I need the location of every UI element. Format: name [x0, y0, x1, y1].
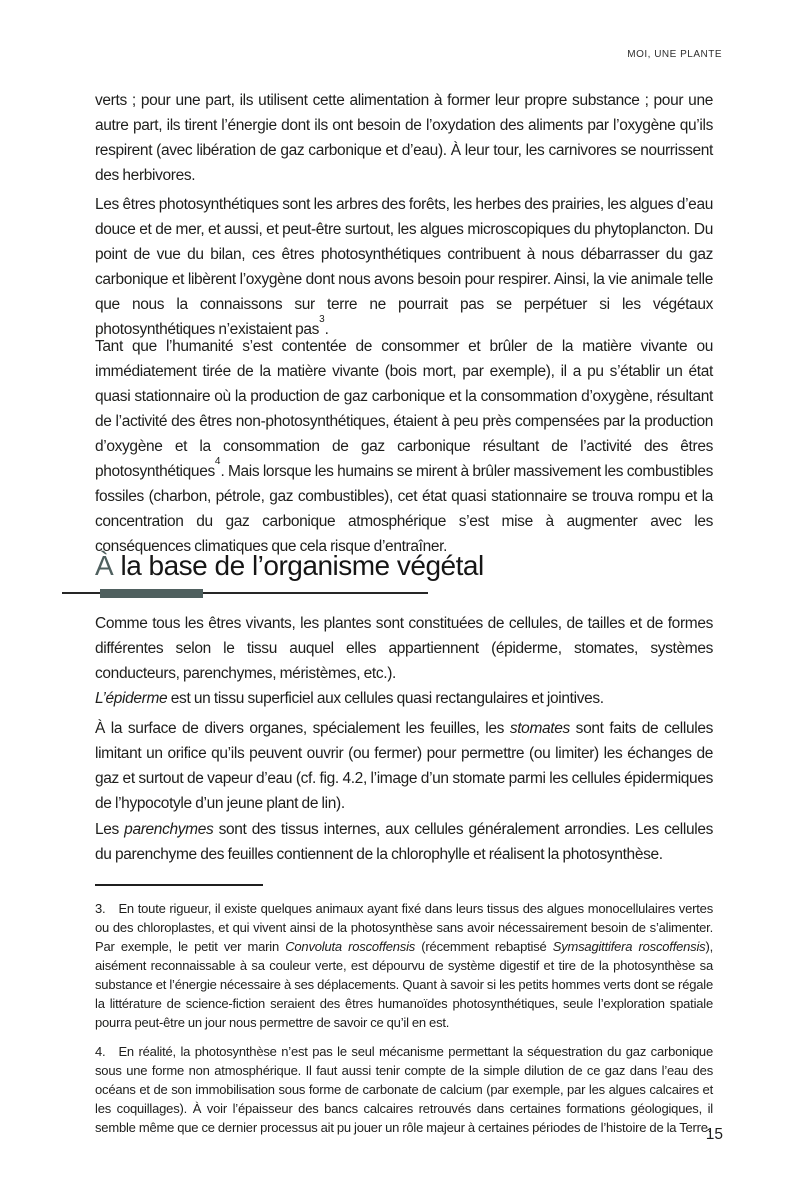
- paragraph-stomates: [95, 716, 713, 816]
- paragraph-food-chain: [95, 88, 713, 188]
- paragraph-text: À la surface de divers organes, spécialement les feuilles, les: [95, 720, 510, 737]
- species-name: Symsagittifera roscoffensis: [552, 939, 706, 954]
- paragraph-text: est un tissu superficiel aux cellules quasi rectangulaires et jointives.: [167, 690, 604, 707]
- paragraph-text: sont des tissus internes, aux cellules généralement arrondies. Les cellules du parenchyme des feuilles contiennent de la chlorophylle et réalisent la photosynthèse.: [95, 821, 713, 863]
- paragraph-text: sont faits de cellules limitant un orifice qu’ils peuvent ouvrir (ou fermer) pour permettre (ou limiter) les échanges de gaz et surtout de vapeur d’eau (cf. fig. 4.2, l’image d’un stomate parmi les cellules épidermiques de l’hypocotyle d’un jeune plant de lin).: [95, 720, 713, 812]
- footnote-separator: [95, 884, 263, 886]
- paragraph-text: Les êtres photosynthétiques sont les arbres des forêts, les herbes des prairies, les algues d’eau douce et de mer, et aussi, et peut-être surtout, les algues microscopiques du phytoplancton. Du point de vue du bilan, ces êtres photosynthétiques contribuent à nous débarrasser du gaz carbonique et libèrent l’oxygène dont nous avons besoin pour respirer. Ainsi, la vie animale telle que nous la connaissons sur terre ne pourrait pas se perpétuer si les végétaux photosynthétiques n’existaient pas: [95, 196, 713, 338]
- paragraph-text: Comme tous les êtres vivants, les plantes sont constituées de cellules, de tailles et de formes différentes selon le tissu auquel elles appartiennent (épiderme, stomates, systèmes conducteurs, parenchymes, méristèmes, etc.).: [95, 615, 713, 682]
- paragraph-text: .: [324, 321, 329, 338]
- paragraph-text: Les: [95, 821, 125, 838]
- section-title-initial: À: [95, 550, 114, 581]
- term-parenchymes: parenchymes: [124, 821, 214, 838]
- paragraph-cells: [95, 611, 713, 686]
- paragraph-carbon-balance: [95, 334, 713, 559]
- footnote-ref-3: 3: [319, 313, 325, 325]
- species-name: Convoluta roscoffensis: [285, 939, 416, 954]
- heading-rule-bar: [100, 589, 203, 598]
- footnote-4: [95, 1042, 713, 1137]
- footnote-4-number: 4.: [95, 1044, 106, 1059]
- section-heading: [95, 549, 713, 583]
- paragraph-text: verts ; pour une part, ils utilisent cette alimentation à former leur propre substance ; pour une autre part, ils tirent l’énergie dont ils ont besoin de l’oxydation des aliments par l’oxygène qu’ils respirent (avec libération de gaz carbonique et d’eau). À leur tour, les carnivores se nourrissent des herbivores.: [95, 92, 713, 184]
- running-header: MOI, UNE PLANTE: [627, 49, 722, 60]
- footnote-3: [95, 899, 713, 1032]
- paragraph-text: Tant que l’humanité s’est contentée de consommer et brûler de la matière vivante ou immédiatement tirée de la matière vivante (bois mort, par exemple), il a pu s’établir un état quasi stationnaire où la production de gaz carbonique et la consommation d’oxygène, résultant de l’activité des êtres non-photosynthétiques, étaient à peu près compensées par la production d’oxygène et la consommation de gaz carbonique résultant de l’activité des êtres photosynthétiques: [95, 338, 713, 480]
- term-epiderme: L’épiderme: [95, 690, 168, 707]
- footnote-3-number: 3.: [95, 901, 106, 916]
- section-title-text: la base de l’organisme végétal: [113, 550, 484, 581]
- footnotes-section: [95, 884, 713, 1147]
- paragraph-text: . Mais lorsque les humains se mirent à brûler massivement les combustibles fossiles (charbon, pétrole, gaz combustibles), cet état quasi stationnaire se trouva rompu et la concentration du gaz carbonique atmosphérique s’est mise à augmenter avec les conséquences climatiques que cela risque d’entraîner.: [95, 463, 713, 555]
- page-number: 15: [705, 1126, 723, 1143]
- paragraph-epiderme: [95, 686, 713, 711]
- footnote-ref-4: 4: [214, 455, 221, 467]
- paragraph-parenchymes: [95, 817, 713, 867]
- footnote-text: ), aisément reconnaissable à sa couleur verte, est dépourvu de système digestif et tire de la photosynthèse sa substance et l’énergie nécessaire à ses déplacements. Quant à savoir si les petits hommes verts dont se régale la littérature de science-fiction seraient des êtres humanoïdes photosynthétiques, seule l’exploration spatiale pourra peut-être un jour nous permettre de savoir ce qu’il en est.: [95, 939, 713, 1030]
- paragraph-photosynthetic-beings: [95, 192, 713, 342]
- footnote-text: (récemment rebaptisé: [415, 939, 553, 954]
- section-title: [95, 549, 713, 583]
- heading-rule: [62, 589, 428, 598]
- footnote-text: En toute rigueur, il existe quelques animaux ayant fixé dans leurs tissus des algues monocellulaires vertes ou des chloroplastes, et qui vivent ainsi de la photosynthèse sans avoir nécessairement besoin de s’alimenter. Par exemple, le petit ver marin: [95, 901, 713, 954]
- footnote-text: En réalité, la photosynthèse n’est pas le seul mécanisme permettant la séquestration du gaz carbonique sous une forme non atmosphérique. Il faut aussi tenir compte de la simple dilution de ce gaz dans l’eau des océans et de son immobilisation sous forme de carbonate de calcium (par exemple, par les algues calcaires et les coquillages). À voir l’épaisseur des bancs calcaires retrouvés dans certaines formations géologiques, il semble même que ce dernier processus ait pu jouer un rôle majeur à certaines périodes de l’histoire de la Terre.: [95, 1044, 713, 1135]
- term-stomates: stomates: [509, 720, 570, 737]
